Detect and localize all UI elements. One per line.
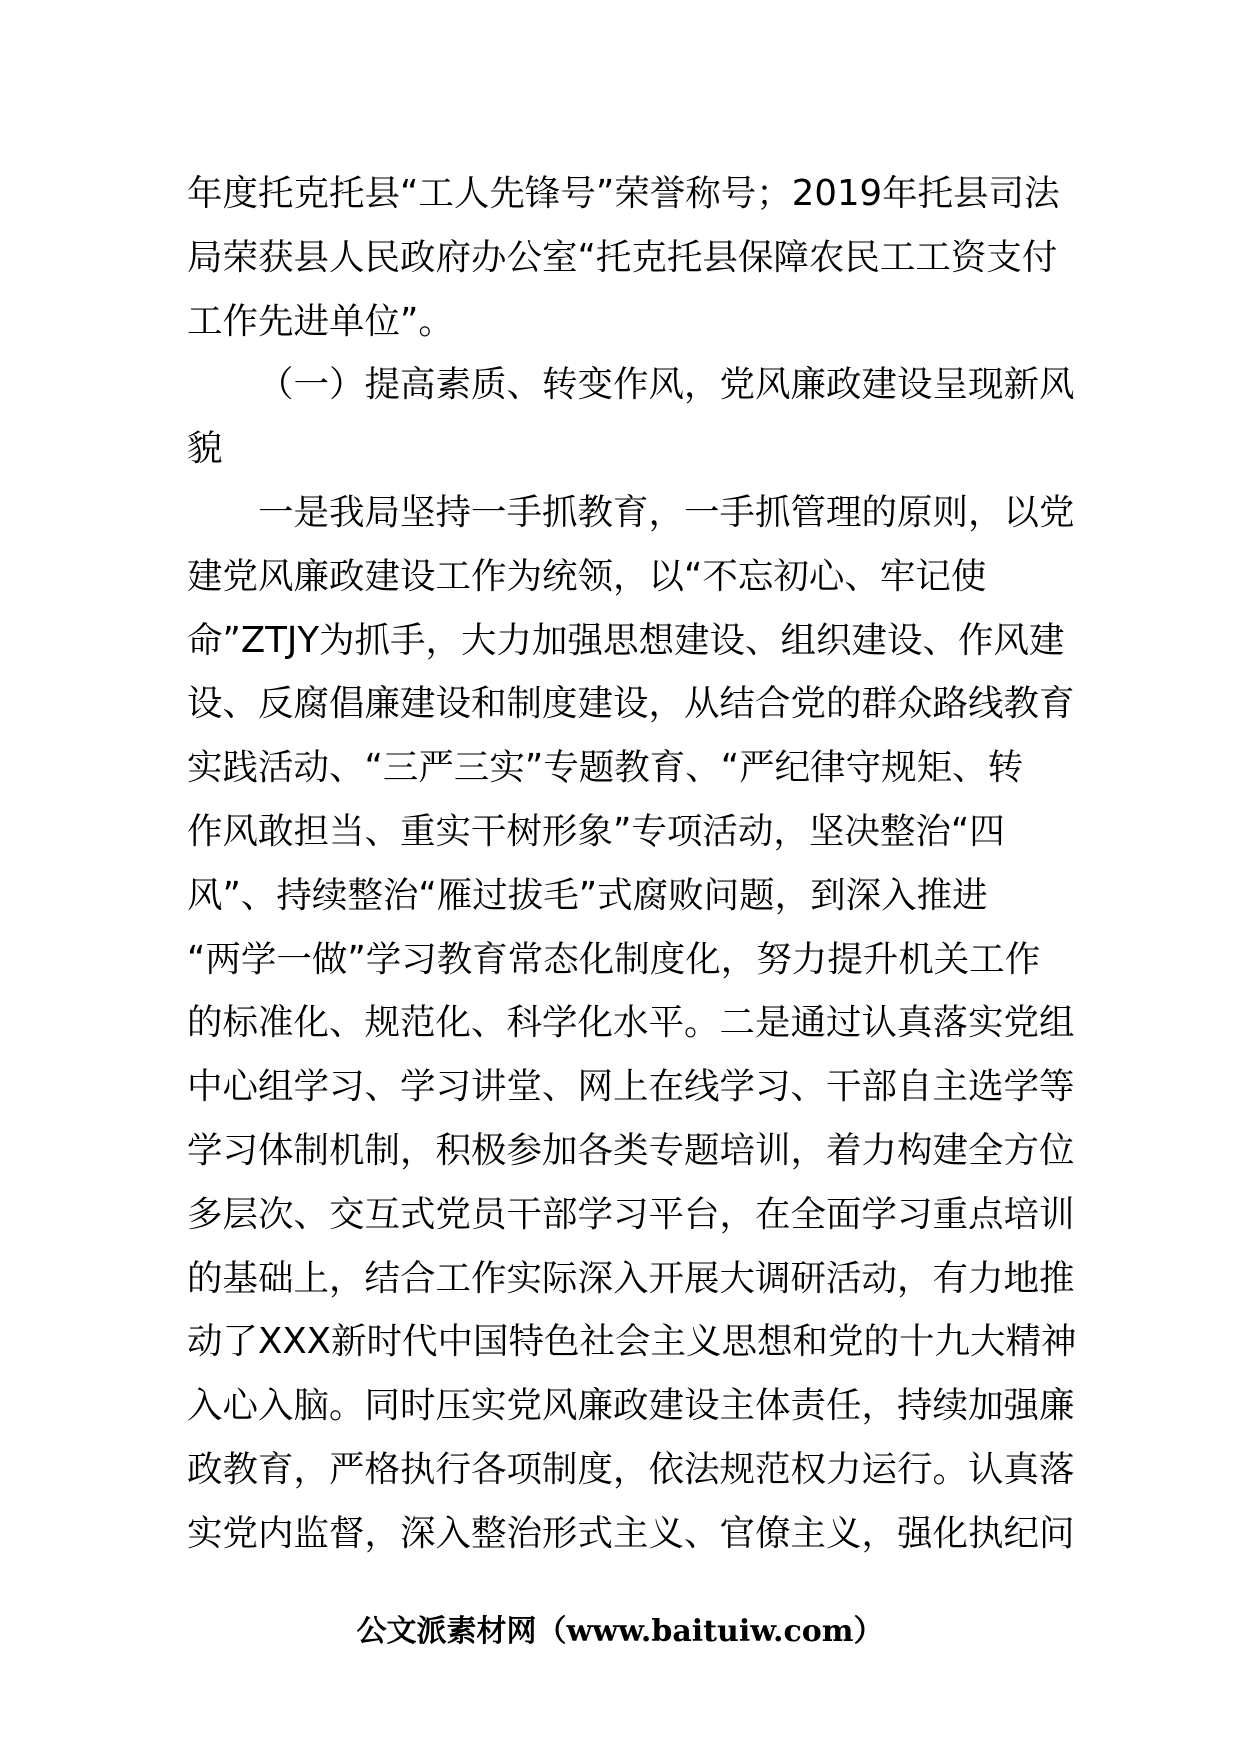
text-line: 工作先进单位”。 — [187, 300, 454, 342]
text-line: 建党风廉政建设工作为统领，以“不忘初心、牢记使 — [187, 555, 987, 597]
text-line: 入心入脑。同时压实党风廉政建设主体责任，持续加强廉 — [187, 1385, 1075, 1427]
document-body — [187, 162, 1077, 1566]
footer-watermark: 公文派素材网（www.baituiw.com） — [356, 1614, 884, 1649]
text-line: 风”、持续整治“雁过拔毛”式腐败问题，到深入推进 — [187, 874, 988, 916]
text-line: “两学一做”学习教育常态化制度化，努力提升机关工作 — [187, 938, 1041, 980]
text-line: 局荣获县人民政府办公室“托克托县保障农民工工资支付 — [187, 236, 1058, 278]
text-line: 学习体制机制，积极参加各类专题培训，着力构建全方位 — [187, 1129, 1075, 1171]
paragraph-start-line: 一是我局坚持一手抓教育，一手抓管理的原则，以党 — [258, 491, 1075, 533]
text-line: 动了XXX新时代中国特色社会主义思想和党的十九大精神 — [187, 1321, 1077, 1363]
section-heading-continued: 貌 — [187, 428, 223, 470]
text-line: 的基础上，结合工作实际深入开展大调研活动，有力地推 — [187, 1257, 1075, 1299]
text-line: 作风敢担当、重实干树形象”专项活动，坚决整治“四 — [187, 810, 1005, 852]
text-line: 多层次、交互式党员干部学习平台，在全面学习重点培训 — [187, 1193, 1075, 1235]
text-line: 设、反腐倡廉建设和制度建设，从结合党的群众路线教育 — [187, 683, 1075, 725]
text-line: 的标准化、规范化、科学化水平。二是通过认真落实党组 — [187, 1002, 1075, 1044]
text-line: 中心组学习、学习讲堂、网上在线学习、干部自主选学等 — [187, 1066, 1075, 1108]
text-line: 年度托克托县“工人先锋号”荣誉称号；2019年托县司法 — [187, 173, 1060, 214]
text-line: 命”ZTJY为抓手，大力加强思想建设、组织建设、作风建 — [187, 619, 1065, 661]
text-line: 政教育，严格执行各项制度，依法规范权力运行。认真落 — [187, 1448, 1075, 1490]
text-line: 实党内监督，深入整治形式主义、官僚主义，强化执纪问 — [187, 1512, 1075, 1554]
text-line: 实践活动、“三严三实”专题教育、“严纪律守规矩、转 — [187, 747, 1024, 789]
section-heading: （一）提高素质、转变作风，党风廉政建设呈现新风 — [258, 364, 1075, 406]
